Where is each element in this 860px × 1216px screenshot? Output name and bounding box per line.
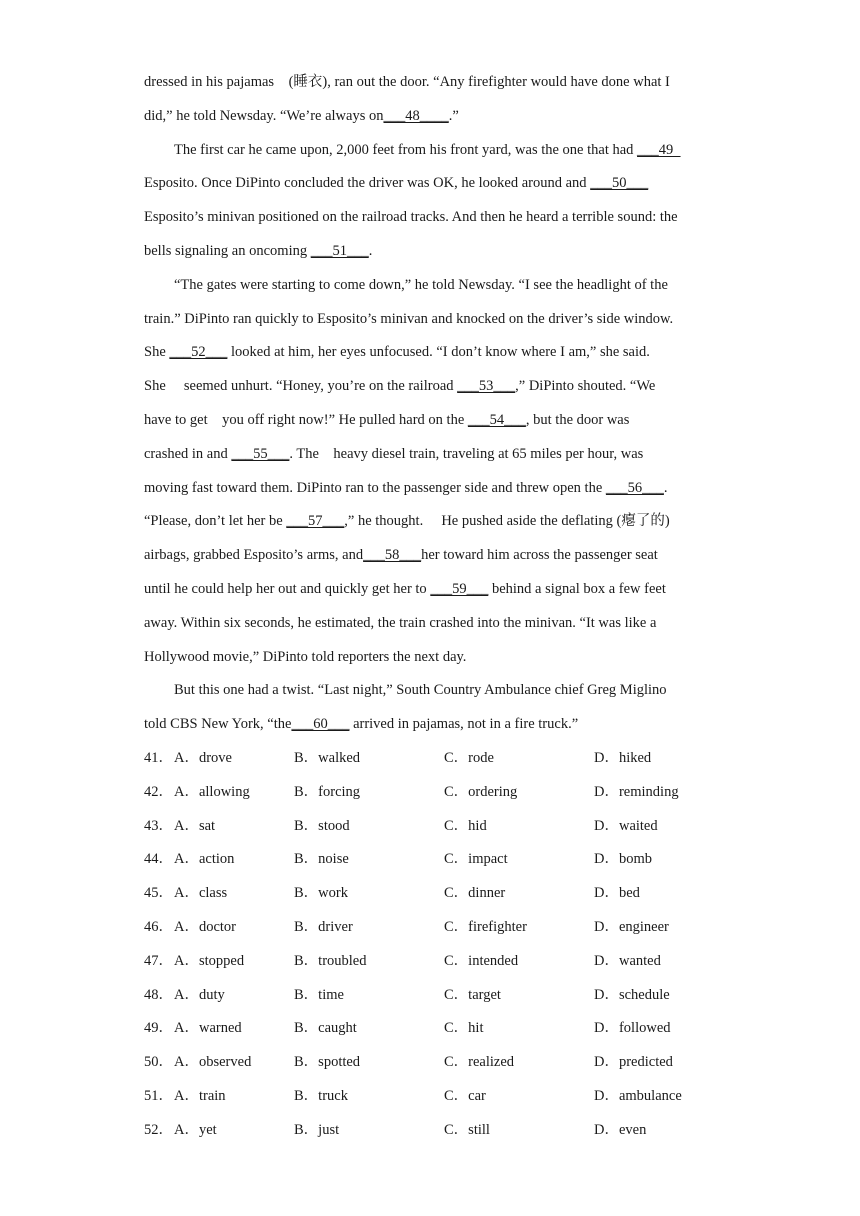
option-c: C．still [444,1121,490,1138]
passage-line [144,166,648,200]
option-a: A．warned [174,1020,242,1037]
option-d: D．ambulance [594,1088,682,1104]
option-b: B．driver [294,919,353,935]
option-b: B．troubled [294,952,367,969]
option-a: A．class [174,885,228,902]
passage-text: The first car he came upon, 2,000 feet from his front yard, was the one that had [174,141,638,158]
question-row [144,944,744,978]
passage-text: “Please, don’t let her be [144,513,287,530]
passage-text: airbags, grabbed Esposito’s arms, and [144,547,364,564]
option-d: D．waited [594,817,658,834]
question-number: 43． [144,817,173,834]
question-row [144,1011,744,1045]
option-c: C．dinner [444,885,506,902]
passage-line [144,538,658,572]
answer-blank: ___54___ [467,412,526,428]
question-row [144,876,744,910]
question-row [144,910,744,944]
answer-blank: ___59___ [430,581,489,597]
passage-line [144,99,459,133]
passage-line [144,504,670,538]
passage-text: until he could help her out and quickly get her to [144,581,431,597]
option-c: C．rode [444,750,494,766]
passage-text: ,” DiPinto shouted. “We [515,378,656,395]
passage-text: Hollywood movie,” DiPinto told reporters the next day. [144,648,467,665]
answer-blank: ___52___ [169,344,228,361]
passage-text: . [663,479,668,496]
passage-line [144,65,670,99]
option-d: D．engineer [594,919,669,935]
passage-text: bells signaling an oncoming [144,243,311,259]
option-a: A．drove [174,750,232,766]
question-number: 48． [144,986,173,1003]
passage-text: did,” he told Newsday. “We’re always on [144,107,384,124]
option-a: A．sat [174,817,216,834]
answer-blank: ___50___ [590,175,649,192]
passage-text: But this one had a twist. “Last night,” South Country Ambulance chief Greg Miglino [174,682,667,699]
question-row [144,1045,744,1079]
passage-line [144,640,466,674]
passage-line [174,133,681,167]
question-row [144,1079,744,1113]
passage-text: told CBS New York, “the [144,716,292,733]
question-number: 41． [144,750,173,766]
answer-blank: ___49 [637,141,681,158]
option-d: D．followed [594,1020,671,1037]
option-c: C．hit [444,1020,484,1037]
question-number: 44． [144,851,173,868]
option-c: C．realized [444,1054,515,1071]
passage-line [144,335,650,369]
option-d: D．wanted [594,952,661,969]
option-d: D．bomb [594,851,652,868]
passage-line [144,369,655,403]
option-b: B．stood [294,817,350,834]
option-b: B．caught [294,1020,357,1037]
passage-text: . [368,243,373,259]
passage-line [144,437,643,471]
option-b: B．spotted [294,1054,361,1071]
passage-text: away. Within six seconds, he estimated, the train crashed into the minivan. “It was like a [144,614,657,631]
passage-text: her toward him across the passenger seat [421,547,658,564]
question-number: 45． [144,885,173,902]
question-row [144,978,744,1012]
option-b: B．just [294,1121,340,1138]
option-b: B．work [294,885,348,902]
passage-text: looked at him, her eyes unfocused. “I don’t know where I am,” she said. [227,344,650,361]
option-d: D．reminding [594,783,679,800]
option-a: A．train [174,1088,226,1104]
passage-text: ,” he thought. He pushed aside the deflating (瘪了的) [344,513,670,530]
passage-line [144,234,372,268]
passage-line [174,268,668,302]
option-a: A．doctor [174,919,237,935]
question-number: 42． [144,783,173,800]
question-number: 47． [144,952,173,969]
passage-text: She seemed unhurt. “Honey, you’re on the railroad [144,378,458,395]
passage-text: . The heavy diesel train, traveling at 65 miles per hour, was [289,445,644,462]
question-number: 51． [144,1088,173,1104]
option-a: A．stopped [174,952,245,969]
passage-text: dressed in his pajamas (睡衣), ran out the door. “Any firefighter would have done what I [144,74,670,90]
passage-text: crashed in and [144,445,232,462]
answer-blank: ___58___ [363,547,422,564]
option-b: B．noise [294,851,349,868]
passage-text: have to get you off right now!” He pulled hard on the [144,412,468,428]
passage-text: train.” DiPinto ran quickly to Esposito’s minivan and knocked on the driver’s side window. [144,310,674,327]
passage-text: She [144,344,170,361]
option-c: C．impact [444,851,508,868]
passage-line [144,606,656,640]
option-a: A．duty [174,986,225,1003]
option-a: A．yet [174,1121,217,1138]
passage-line [174,673,667,707]
option-d: D．bed [594,885,640,902]
answer-blank: ___56___ [605,479,664,496]
option-d: D．predicted [594,1054,673,1071]
answer-blank: ___55___ [231,445,290,462]
passage-line [144,403,629,437]
option-d: D．hiked [594,750,652,766]
option-d: D．even [594,1121,647,1138]
passage-text: arrived in pajamas, not in a fire truck.” [349,716,579,733]
question-number: 52． [144,1121,173,1138]
passage-line [144,707,578,741]
passage-text: Esposito’s minivan positioned on the railroad tracks. And then he heard a terrible sound: the [144,209,678,226]
option-d: D．schedule [594,986,670,1003]
question-number: 49． [144,1020,173,1037]
option-b: B．truck [294,1088,348,1104]
answer-blank: ___48____ [383,107,449,124]
answer-blank: ___60___ [291,716,350,733]
question-row [144,1113,744,1147]
option-c: C．hid [444,817,487,834]
answer-blank: ___57___ [286,513,345,530]
question-number: 50． [144,1054,173,1071]
passage-text: .” [448,107,459,124]
passage-text: Esposito. Once DiPinto concluded the driver was OK, he looked around and [144,175,591,192]
option-a: A．action [174,851,235,868]
option-c: C．intended [444,952,519,969]
option-b: B．walked [294,750,361,766]
passage-line [144,471,668,505]
question-row [144,775,744,809]
passage-text: , but the door was [525,412,630,428]
answer-blank: ___53___ [457,378,516,395]
option-b: B．forcing [294,783,361,800]
passage-line [144,302,673,336]
passage-line [144,572,666,606]
passage-text: moving fast toward them. DiPinto ran to the passenger side and threw open the [144,479,606,496]
question-row [144,809,744,843]
option-a: A．allowing [174,783,250,800]
answer-blank: ___51___ [310,243,369,259]
passage-line [144,200,678,234]
option-c: C．ordering [444,783,518,800]
passage-text: “The gates were starting to come down,” he told Newsday. “I see the headlight of the [174,276,668,293]
option-c: C．target [444,986,501,1003]
passage-text: behind a signal box a few feet [488,581,666,597]
question-number: 46． [144,919,173,935]
option-c: C．car [444,1088,486,1104]
option-c: C．firefighter [444,919,527,935]
option-a: A．observed [174,1054,252,1071]
question-row [144,842,744,876]
option-b: B．time [294,986,344,1003]
question-row [144,741,744,775]
